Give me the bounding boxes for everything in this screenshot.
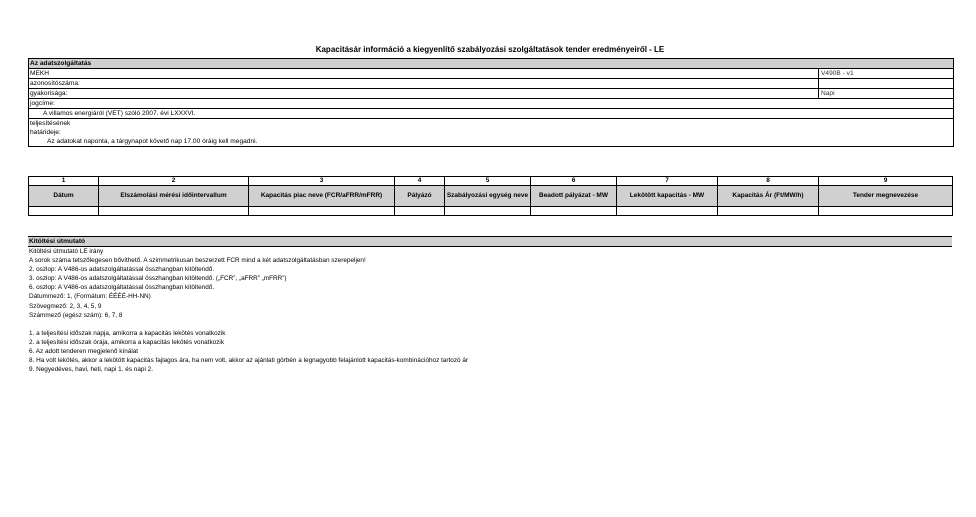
form-code-cell[interactable]: V490B - v1 (821, 70, 854, 77)
info-row (29, 89, 953, 99)
table-cell[interactable] (99, 207, 249, 216)
instruction-line: Szövegmező: 2, 3, 4, 5, 9 (29, 302, 102, 310)
column-number: 7 (617, 177, 718, 186)
column-number: 4 (395, 177, 445, 186)
info-cell[interactable]: teljesítésének (30, 120, 71, 127)
info-row (29, 137, 953, 146)
instruction-line: 6. Az adott tenderen megjelenő kínálat (29, 347, 139, 355)
instruction-line: Dátummező: 1, (Formátum: ÉÉÉÉ-HH-NN) (29, 293, 151, 301)
column-header: Kapacitás Ár (Ft/MW/h) (718, 186, 819, 207)
info-cell-right[interactable] (819, 79, 953, 88)
column-header: Szabályozási egység neve (445, 186, 531, 207)
column-header: Tender megnevezése (819, 186, 953, 207)
column-header: Dátum (29, 186, 99, 207)
table-cell[interactable] (29, 207, 99, 216)
instruction-line: 9. Negyedéves, havi, heti, napi 1. és napi 2. (29, 366, 153, 374)
table-cell[interactable] (819, 207, 953, 216)
data-table (28, 176, 953, 216)
column-number: 3 (249, 177, 395, 186)
column-header: Pályázó (395, 186, 445, 207)
info-row (29, 109, 953, 119)
instruction-line: Számmező (egész szám): 6, 7, 8 (29, 311, 123, 319)
frequency-cell[interactable]: Napi (821, 90, 835, 97)
column-header: Kapacitás piac neve (FCR/aFRR/mFRR) (249, 186, 395, 207)
info-row (29, 69, 953, 79)
instruction-line: 2. oszlop: A V486-os adatszolgáltatással összhangban kitöltendő. (29, 266, 215, 274)
table-cell[interactable] (445, 207, 531, 216)
info-row (29, 128, 953, 137)
info-cell[interactable]: jogcíme: (30, 100, 55, 107)
info-cell[interactable]: azonosítószáma: (29, 79, 819, 88)
instruction-line: A sorok száma tetszőlegesen bővíthető. A szimmetrikusan beszerzett FCR mind a két adatszolgáltatásban szerepeljen! (29, 257, 366, 265)
page-title: Kapacitásár információ a kiegyenlítő szabályozási szolgáltatások tender eredményeiről - LE (315, 45, 665, 54)
column-number: 1 (29, 177, 99, 186)
column-number: 6 (531, 177, 617, 186)
column-number: 9 (819, 177, 953, 186)
info-cell[interactable]: Az adatokat naponta, a tárgynapot követő nap 17.00 óráig kell megadni. (47, 138, 258, 145)
column-header-row (29, 186, 953, 207)
instruction-line: 2. a teljesítési időszak órája, amikorra a kapacitás lekötés vonatkozik (29, 338, 225, 346)
info-row (29, 119, 953, 128)
info-cell[interactable]: MEKH (29, 69, 819, 78)
instructions-block (28, 236, 952, 374)
column-header: Lekötött kapacitás - MW (617, 186, 718, 207)
instruction-line: 6. oszlop: A V486-os adatszolgáltatással összhangban kitöltendő. (29, 284, 215, 292)
instructions-header: Kitöltési útmutató (28, 236, 952, 247)
table-cell[interactable] (531, 207, 617, 216)
table-cell[interactable] (617, 207, 718, 216)
instruction-line: 1. a teljesítési időszak napja, amikorra a kapacitás lekötés vonatkozik (29, 329, 226, 337)
table-cell[interactable] (249, 207, 395, 216)
instruction-spacer (28, 320, 952, 329)
table-cell[interactable] (718, 207, 819, 216)
info-row (29, 79, 953, 89)
column-number: 2 (99, 177, 249, 186)
column-header: Beadott pályázat - MW (531, 186, 617, 207)
column-header: Elszámolási mérési időintervallum (99, 186, 249, 207)
column-number: 8 (718, 177, 819, 186)
info-cell[interactable]: gyakorisága: (29, 89, 819, 98)
info-header: Az adatszolgáltatás (29, 59, 953, 69)
table-cell[interactable] (395, 207, 445, 216)
column-number-row (29, 177, 953, 186)
column-number: 5 (445, 177, 531, 186)
instruction-line: 3. oszlop: A V486-os adatszolgáltatással összhangban kitöltendő. („FCR”, „aFRR” „mFRR”) (29, 275, 287, 283)
info-cell[interactable]: határideje: (30, 129, 61, 136)
info-block (28, 58, 954, 147)
instruction-line: Kitöltési útmutató LE irány (29, 248, 104, 255)
table-row (29, 207, 953, 216)
info-cell[interactable]: A villamos energiáról (VET) szóló 2007. évi LXXXVI. (43, 110, 196, 117)
info-row (29, 99, 953, 109)
instruction-line: 8. Ha volt lekötés, akkor a lekötött kapacitás fajlagos ára, ha nem volt, akkor az ajánlati görbén a legnagyobb felajánlott kapacitás-kombinációhoz tartozó ár (29, 357, 469, 365)
